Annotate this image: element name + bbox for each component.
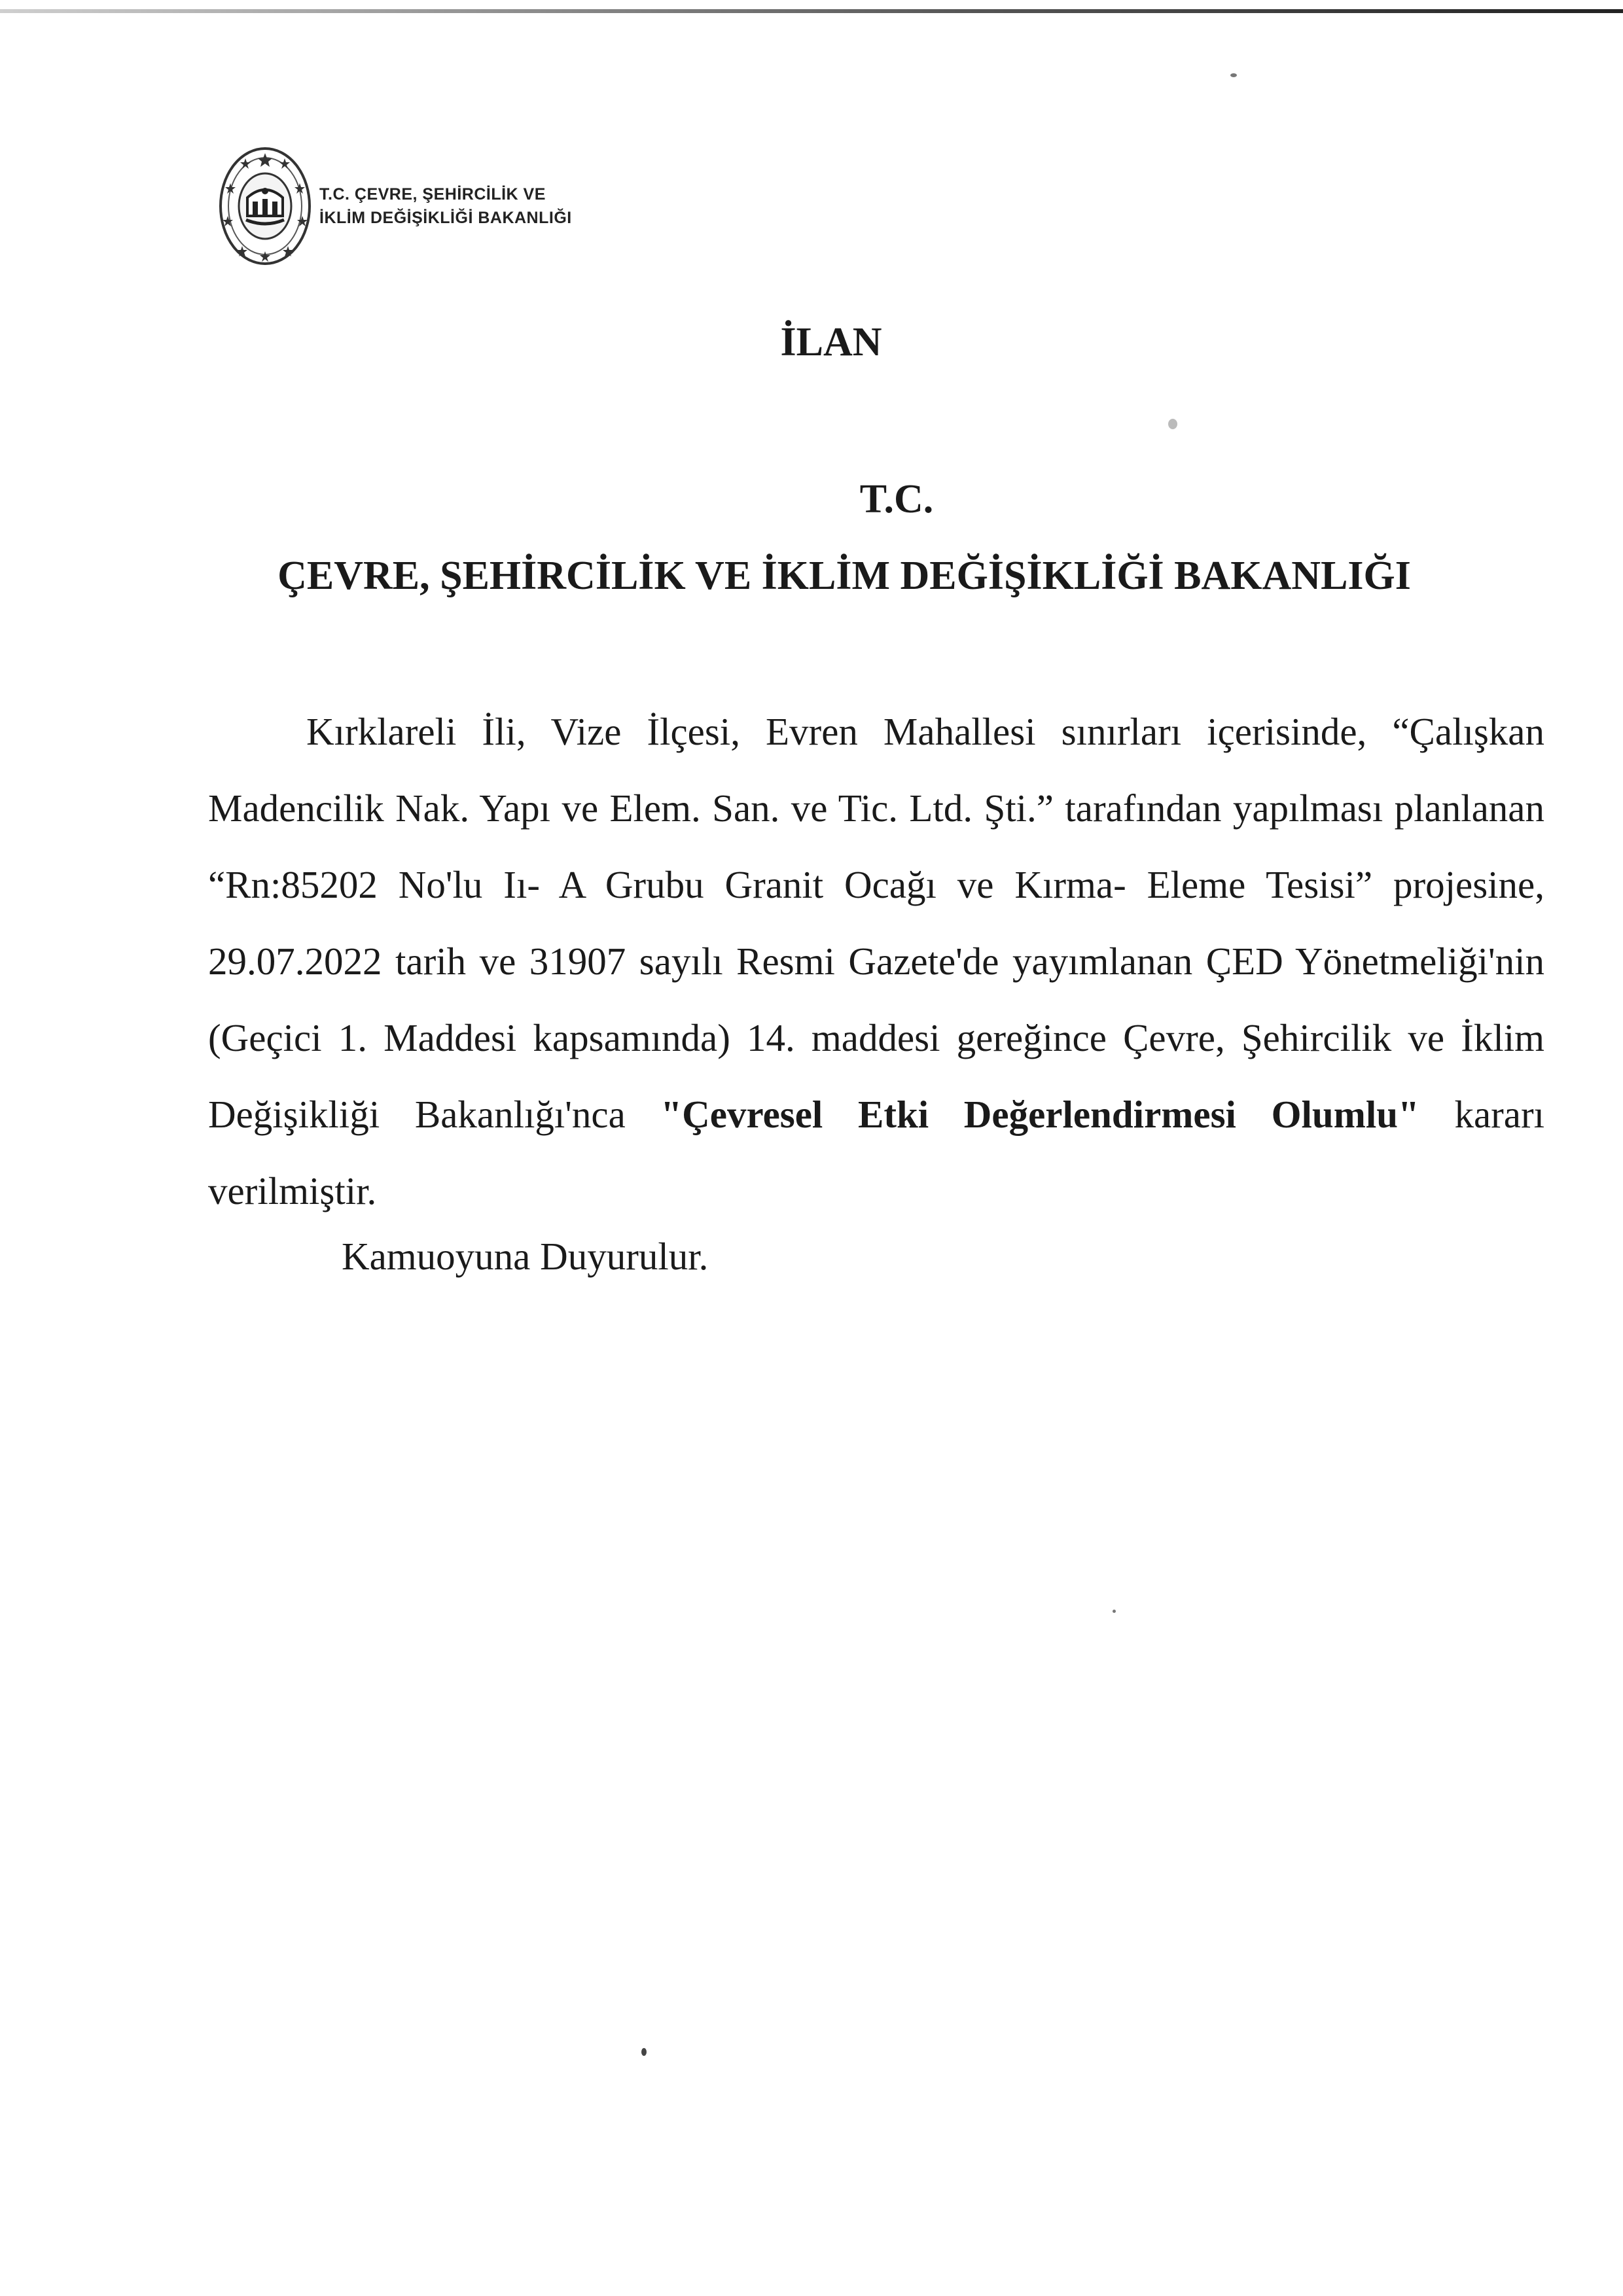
notice-body (208, 694, 1544, 1229)
ministry-seal-icon (216, 144, 314, 268)
scan-edge (0, 9, 1623, 13)
scan-speck (1168, 419, 1177, 429)
decision-text: "Çevresel Etki Değerlendirmesi Olumlu" (660, 1093, 1419, 1136)
scan-speck (1230, 73, 1237, 77)
closing-line: Kamuoyuna Duyurulur. (342, 1235, 709, 1278)
ministry-logo (216, 144, 572, 268)
logo-line-1: T.C. ÇEVRE, ŞEHİRCİLİK VE (319, 185, 546, 203)
scan-speck (641, 2048, 647, 2056)
scan-speck (1113, 1610, 1116, 1613)
notice-ministry: ÇEVRE, ŞEHİRCİLİK VE İKLİM DEĞİŞİKLİĞİ BAKANLIĞI (277, 554, 1411, 598)
notice-tc: T.C. (859, 477, 934, 521)
logo-line-2: İKLİM DEĞİŞİKLİĞİ BAKANLIĞI (319, 209, 572, 227)
paragraph-start: Kırklareli İli, Vize İlçesi, Evren Mahallesi sınırları içerisinde, “Çalışkan Madencilik Nak. Yapı ve Elem. San. ve Tic. Ltd. Şti.” tarafından yapılması planlanan “Rn:85202 No'lu Iı- A Grubu Granit Ocağı ve Kırma- Eleme Tesisi” projesine, 29.07.2022 tarih ve 31907 sayılı Resmi Gazete'de yayımlanan ÇED Yönetmeliği'nin (Geçici 1. Maddesi kapsamında) 14. maddesi gereğince Çevre, Şehircilik ve İklim Değişikliği Bakanlığı'nca (208, 710, 1544, 1136)
paragraph-end: kararı verilmiştir. (208, 1093, 1545, 1212)
notice-paragraph (208, 694, 1544, 1229)
logo-text (319, 183, 572, 230)
notice-title: İLAN (780, 320, 882, 364)
